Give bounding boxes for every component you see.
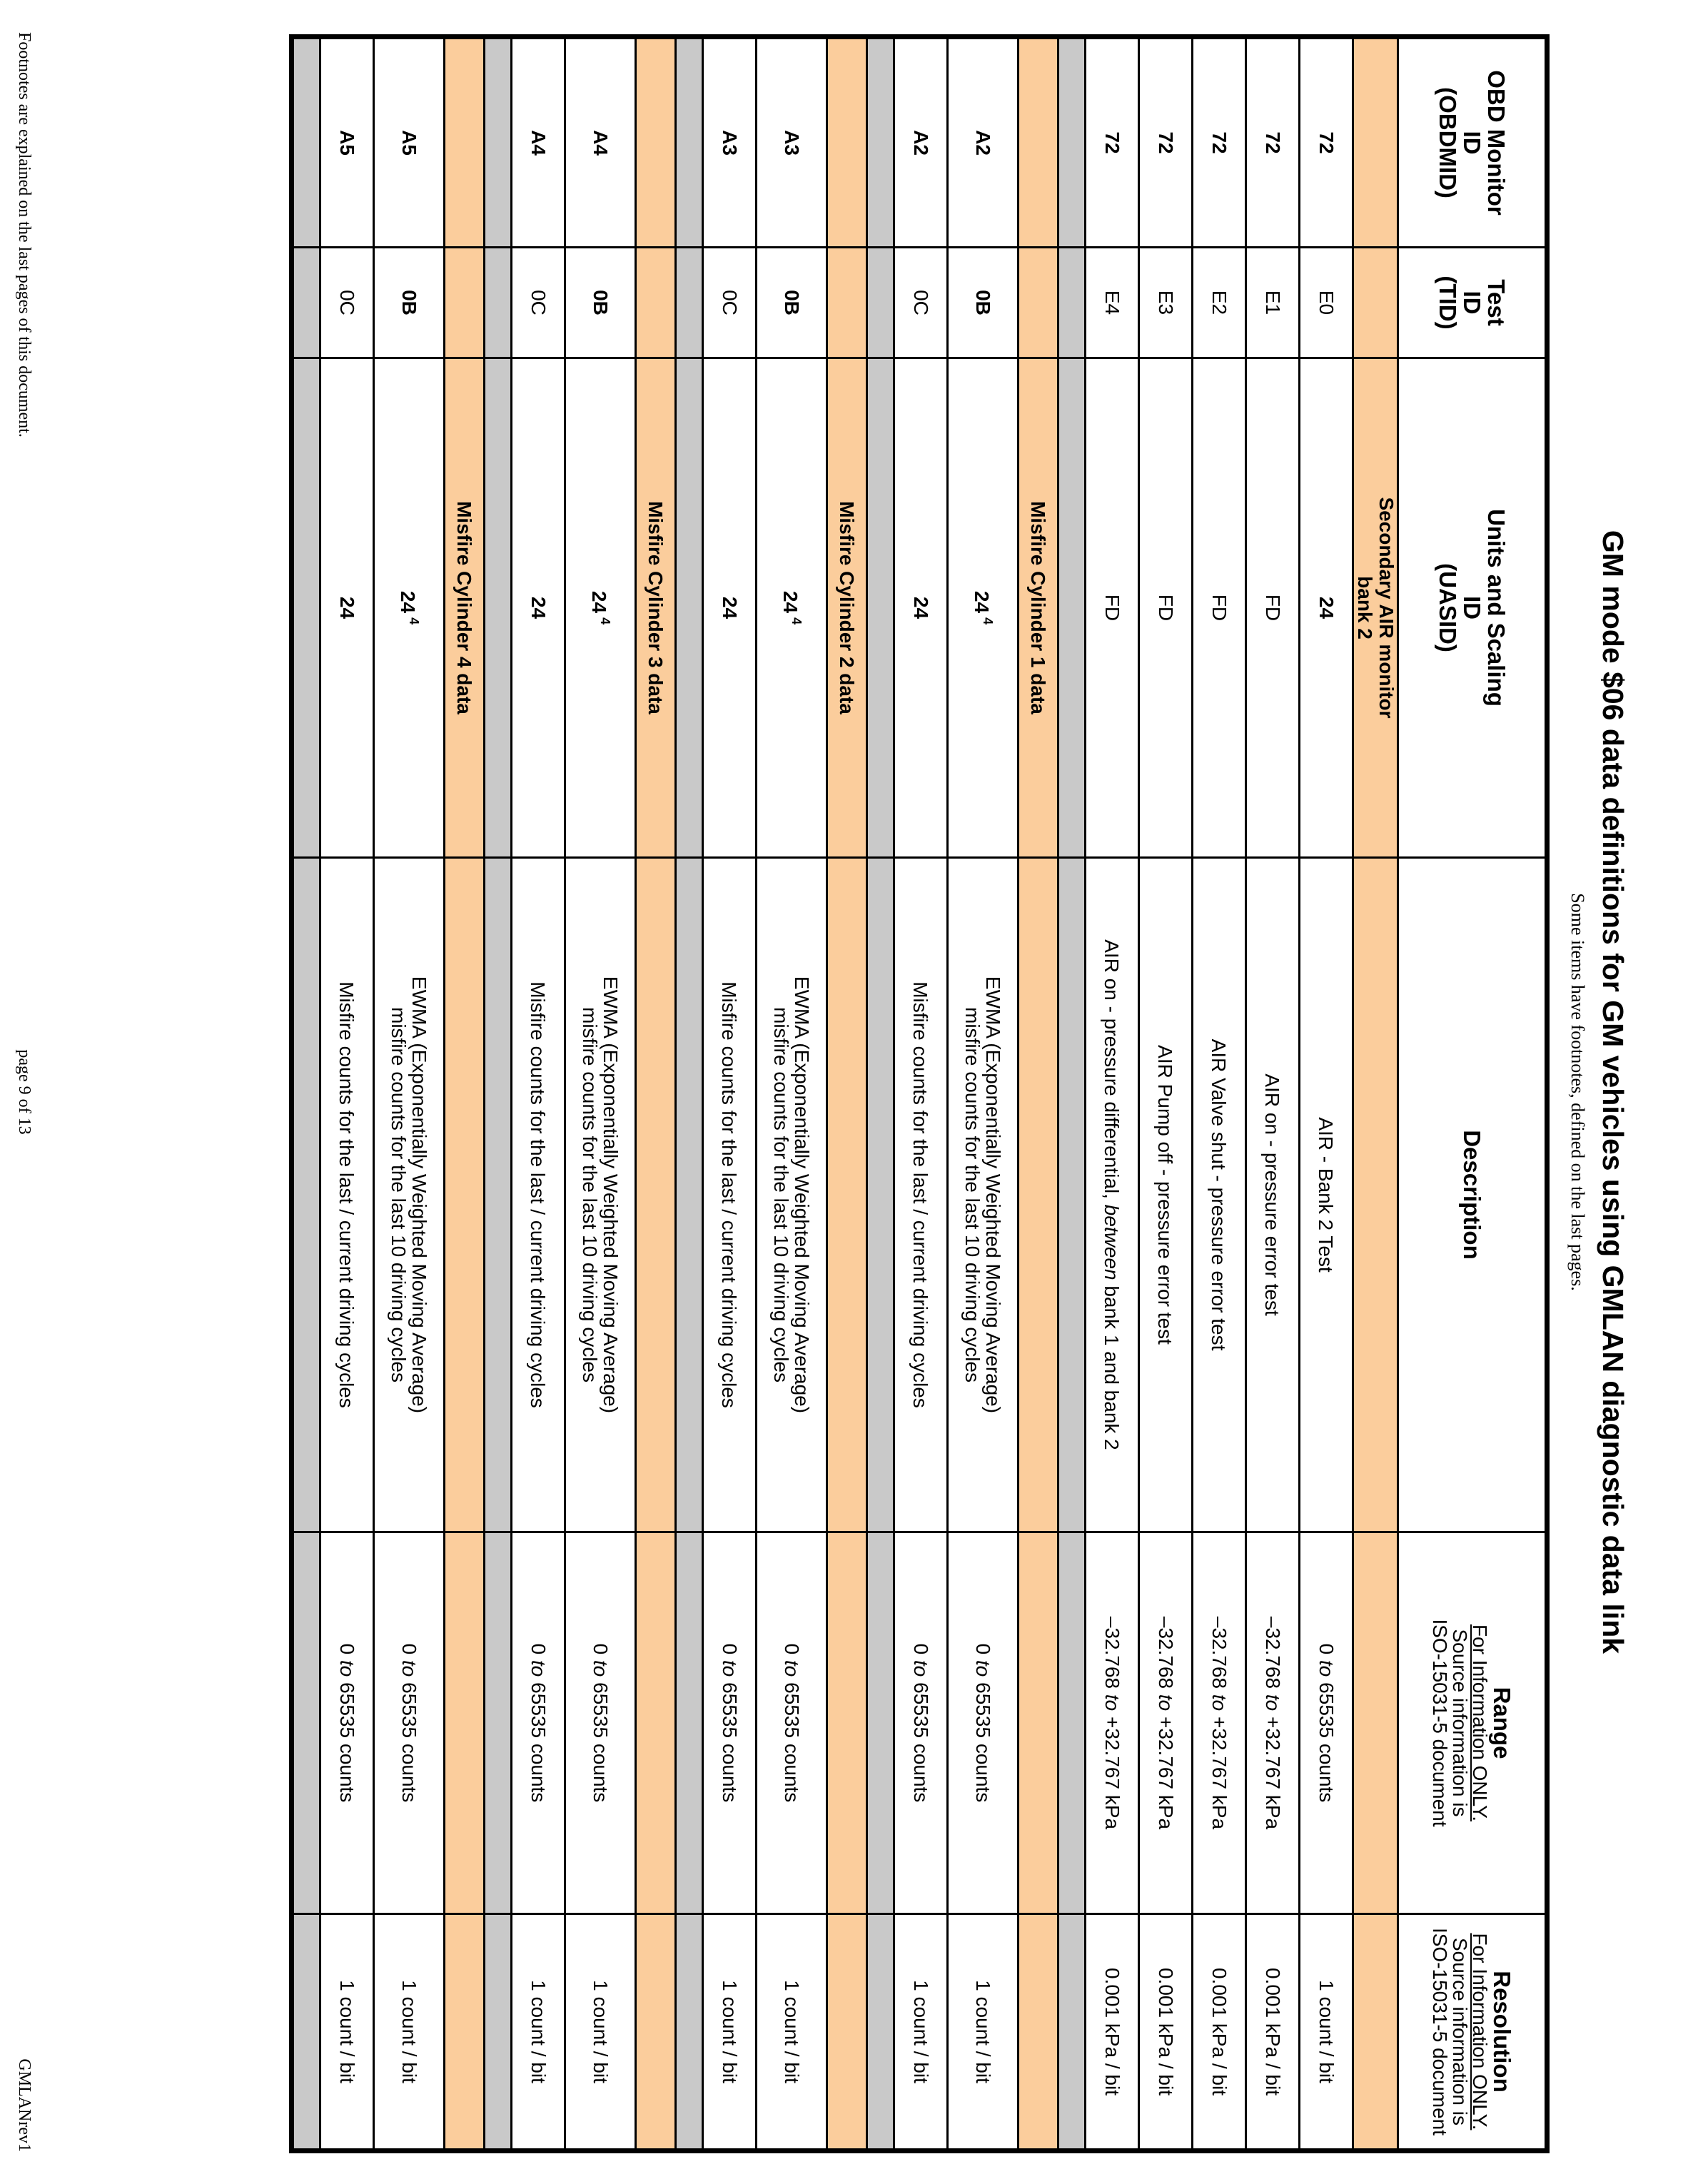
cell-uasid: 24 [894,358,948,858]
separator-row [676,37,703,2151]
cell-range: –32.768 to +32.767 kPa [1246,1532,1300,1914]
cell-resolution: 1 count / bit [1300,1914,1353,2151]
page-title: GM mode $06 data definitions for GM vehicles using GMLAN diagnostic data link [1597,530,1629,1654]
definitions-table [289,34,1550,2153]
table-row [948,37,1019,2151]
cell-uasid: FD [1193,358,1246,858]
table-row [1139,37,1193,2151]
section-label: Misfire Cylinder 3 data [636,358,676,858]
separator-row [485,37,512,2151]
section-header-row [1019,37,1058,2151]
table-row [320,37,374,2151]
cell-resolution: 1 count / bit [894,1914,948,2151]
header-obdmid: OBD Monitor ID (OBDMID) [1398,37,1547,248]
cell-uasid: $24^4$ [565,358,636,858]
cell-description: Misfire counts for the last / current driving cycles [703,858,757,1532]
cell-description: AIR Valve shut - pressure error test [1193,858,1246,1532]
cell-description: AIR on - pressure error test [1246,858,1300,1532]
cell-obdmid: 72 [1193,37,1246,248]
cell-uasid: 24 [512,358,565,858]
cell-uasid: 24 [320,358,374,858]
cell-resolution: 1 count / bit [565,1914,636,2151]
section-label: Secondary AIR monitor bank 2 [1353,358,1398,858]
cell-range: –32.768 to +32.767 kPa [1193,1532,1246,1914]
cell-description: EWMA (Exponentially Weighted Moving Average) misfire counts for the last 10 driving cycles [565,858,636,1532]
cell-tid: 0C [320,248,374,358]
section-header-row [1353,37,1398,2151]
cell-uasid: $24^4$ [374,358,445,858]
cell-obdmid: 72 [1139,37,1193,248]
table-row [757,37,827,2151]
cell-uasid: 24 [1300,358,1353,858]
cell-obdmid: A4 [512,37,565,248]
cell-resolution: 0.001 kPa / bit [1086,1914,1139,2151]
section-header-row [636,37,676,2151]
cell-obdmid: A4 [565,37,636,248]
cell-tid: 0C [512,248,565,358]
cell-range: 0 to 65535 counts [374,1532,445,1914]
cell-range: 0 to 65535 counts [703,1532,757,1914]
cell-resolution: 0.001 kPa / bit [1139,1914,1193,2151]
cell-obdmid: A5 [374,37,445,248]
cell-description: EWMA (Exponentially Weighted Moving Average) misfire counts for the last 10 driving cycles [374,858,445,1532]
cell-obdmid: A2 [948,37,1019,248]
cell-tid: E0 [1300,248,1353,358]
cell-resolution: 1 count / bit [512,1914,565,2151]
cell-resolution: 1 count / bit [703,1914,757,2151]
cell-resolution: 0.001 kPa / bit [1246,1914,1300,2151]
cell-description: AIR - Bank 2 Test [1300,858,1353,1532]
cell-resolution: 0.001 kPa / bit [1193,1914,1246,2151]
cell-description: EWMA (Exponentially Weighted Moving Average) misfire counts for the last 10 driving cycles [948,858,1019,1532]
cell-range: 0 to 65535 counts [948,1532,1019,1914]
table-row [1300,37,1353,2151]
cell-tid: E1 [1246,248,1300,358]
separator-row [292,37,320,2151]
cell-tid: E4 [1086,248,1139,358]
cell-uasid: FD [1246,358,1300,858]
header-range: Range For Information ONLY. Source information is ISO-15031-5 document [1398,1532,1547,1914]
cell-tid: E3 [1139,248,1193,358]
page-subtitle: Some items have footnotes, defined on the last pages. [1567,893,1588,1291]
document-revision: GMLANrev1 [15,2058,34,2152]
cell-obdmid: 72 [1300,37,1353,248]
cell-range: –32.768 to +32.767 kPa [1139,1532,1193,1914]
cell-resolution: 1 count / bit [374,1914,445,2151]
cell-tid: E2 [1193,248,1246,358]
section-header-row [827,37,867,2151]
cell-range: 0 to 65535 counts [565,1532,636,1914]
cell-description: Misfire counts for the last / current driving cycles [894,858,948,1532]
separator-row [1058,37,1086,2151]
header-tid: Test ID (TID) [1398,248,1547,358]
cell-tid: 0B [374,248,445,358]
cell-tid: 0B [948,248,1019,358]
cell-obdmid: A2 [894,37,948,248]
cell-range: 0 to 65535 counts [757,1532,827,1914]
section-label: Misfire Cylinder 4 data [445,358,485,858]
cell-obdmid: A3 [757,37,827,248]
cell-description: AIR Pump off - pressure error test [1139,858,1193,1532]
cell-tid: 0B [757,248,827,358]
cell-uasid: $24^4$ [757,358,827,858]
cell-description: AIR on - pressure differential, between bank 1 and bank 2 [1086,858,1139,1532]
table-row [894,37,948,2151]
cell-resolution: 1 count / bit [757,1914,827,2151]
cell-obdmid: 72 [1086,37,1139,248]
header-uasid: Units and Scaling ID (UASID) [1398,358,1547,858]
header-description: Description [1398,858,1547,1532]
section-label: Misfire Cylinder 2 data [827,358,867,858]
cell-obdmid: 72 [1246,37,1300,248]
cell-description: Misfire counts for the last / current driving cycles [512,858,565,1532]
cell-obdmid: A5 [320,37,374,248]
table-row [703,37,757,2151]
separator-row [867,37,894,2151]
cell-uasid: $24^4$ [948,358,1019,858]
section-label: Misfire Cylinder 1 data [1019,358,1058,858]
table-row [1086,37,1139,2151]
cell-range: –32.768 to +32.767 kPa [1086,1532,1139,1914]
header-row [1398,37,1547,2151]
page-number: page 9 of 13 [15,1049,34,1135]
cell-tid: 0C [894,248,948,358]
table-row [565,37,636,2151]
table-row [512,37,565,2151]
section-header-row [445,37,485,2151]
cell-description: Misfire counts for the last / current driving cycles [320,858,374,1532]
cell-resolution: 1 count / bit [320,1914,374,2151]
cell-range: 0 to 65535 counts [1300,1532,1353,1914]
cell-description: EWMA (Exponentially Weighted Moving Average) misfire counts for the last 10 driving cycles [757,858,827,1532]
table-row [374,37,445,2151]
cell-uasid: 24 [703,358,757,858]
cell-obdmid: A3 [703,37,757,248]
cell-range: 0 to 65535 counts [894,1532,948,1914]
table-row [1193,37,1246,2151]
cell-tid: 0B [565,248,636,358]
footer-note: Footnotes are explained on the last pages of this document. [15,32,34,438]
cell-tid: 0C [703,248,757,358]
header-resolution: Resolution For Information ONLY. Source information is ISO-15031-5 document [1398,1914,1547,2151]
cell-uasid: FD [1139,358,1193,858]
cell-range: 0 to 65535 counts [320,1532,374,1914]
cell-resolution: 1 count / bit [948,1914,1019,2151]
cell-uasid: FD [1086,358,1139,858]
cell-range: 0 to 65535 counts [512,1532,565,1914]
table-row [1246,37,1300,2151]
